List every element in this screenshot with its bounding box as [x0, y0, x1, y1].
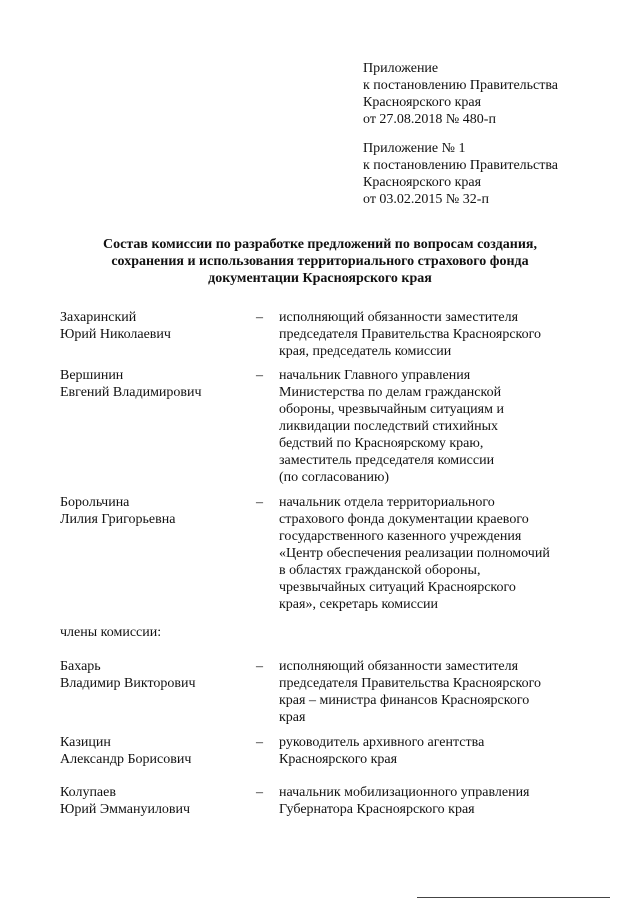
title-line: сохранения и использования территориального страхового фонда [111, 254, 529, 269]
appendix-line: от 27.08.2018 № 480-п [363, 112, 496, 127]
member-given-name: Юрий Николаевич [60, 327, 171, 342]
appendix-line: к постановлению Правительства [363, 158, 559, 173]
role-line: начальник мобилизационного управления [279, 785, 530, 800]
member-surname: Казицин [60, 735, 111, 750]
role-line: заместитель председателя комиссии [279, 453, 495, 468]
member-name [60, 734, 250, 768]
member-given-name: Евгений Владимирович [60, 385, 202, 400]
role-line: края – министра финансов Красноярского [279, 693, 530, 708]
member-surname: Вершинин [60, 368, 124, 383]
title-line: документации Красноярского края [208, 271, 432, 286]
appendix-line: от 03.02.2015 № 32-п [363, 192, 489, 207]
appendix-line: Красноярского края [363, 175, 482, 190]
role-line: в областях гражданской обороны, [279, 563, 481, 578]
member-given-name: Лилия Григорьевна [60, 512, 176, 527]
member-name [60, 658, 250, 692]
member-given-name: Владимир Викторович [60, 676, 196, 691]
member-surname: Захаринский [60, 310, 137, 325]
document-title [60, 236, 580, 287]
title-line: Состав комиссии по разработке предложений по вопросам создания, [103, 237, 537, 252]
role-line: края», секретарь комиссии [279, 597, 439, 612]
appendix-header-original [363, 140, 558, 208]
member-name [60, 309, 250, 343]
role-line: чрезвычайных ситуаций Красноярского [279, 580, 516, 595]
role-line: Красноярского края [279, 752, 398, 767]
role-line: страхового фонда документации краевого [279, 512, 529, 527]
member-role [279, 784, 619, 818]
members-section-label: члены комиссии: [60, 625, 162, 640]
member-given-name: Александр Борисович [60, 752, 192, 767]
role-line: исполняющий обязанности заместителя [279, 659, 519, 674]
dash-separator: – [256, 368, 263, 383]
appendix-line: Красноярского края [363, 95, 482, 110]
role-line: государственного казенного учреждения [279, 529, 522, 544]
member-surname: Борольчина [60, 495, 130, 510]
dash-separator: – [256, 659, 263, 674]
footer-divider [417, 897, 610, 898]
member-name [60, 367, 250, 401]
role-line: председателя Правительства Красноярского [279, 676, 542, 691]
member-role [279, 494, 619, 613]
member-name [60, 784, 250, 818]
role-line: начальник отдела территориального [279, 495, 495, 510]
role-line: Губернатора Красноярского края [279, 802, 475, 817]
role-line: ликвидации последствий стихийных [279, 419, 499, 434]
member-surname: Колупаев [60, 785, 116, 800]
appendix-line: Приложение [363, 61, 439, 76]
member-given-name: Юрий Эммануилович [60, 802, 191, 817]
role-line: председателя Правительства Красноярского [279, 327, 542, 342]
member-role [279, 367, 619, 486]
member-name [60, 494, 250, 528]
role-line: обороны, чрезвычайным ситуациям и [279, 402, 504, 417]
role-line: края, председатель комиссии [279, 344, 452, 359]
role-line: края [279, 710, 306, 725]
role-line: (по согласованию) [279, 470, 390, 485]
role-line: начальник Главного управления [279, 368, 471, 383]
member-role [279, 734, 619, 768]
dash-separator: – [256, 495, 263, 510]
appendix-line: Приложение № 1 [363, 141, 466, 156]
dash-separator: – [256, 735, 263, 750]
role-line: бедствий по Красноярскому краю, [279, 436, 484, 451]
role-line: «Центр обеспечения реализации полномочий [279, 546, 550, 561]
member-role [279, 658, 619, 726]
role-line: руководитель архивного агентства [279, 735, 485, 750]
member-role [279, 309, 619, 360]
role-line: исполняющий обязанности заместителя [279, 310, 519, 325]
dash-separator: – [256, 310, 263, 325]
appendix-line: к постановлению Правительства [363, 78, 559, 93]
member-surname: Бахарь [60, 659, 101, 674]
role-line: Министерства по делам гражданской [279, 385, 502, 400]
dash-separator: – [256, 785, 263, 800]
appendix-header [363, 60, 558, 128]
